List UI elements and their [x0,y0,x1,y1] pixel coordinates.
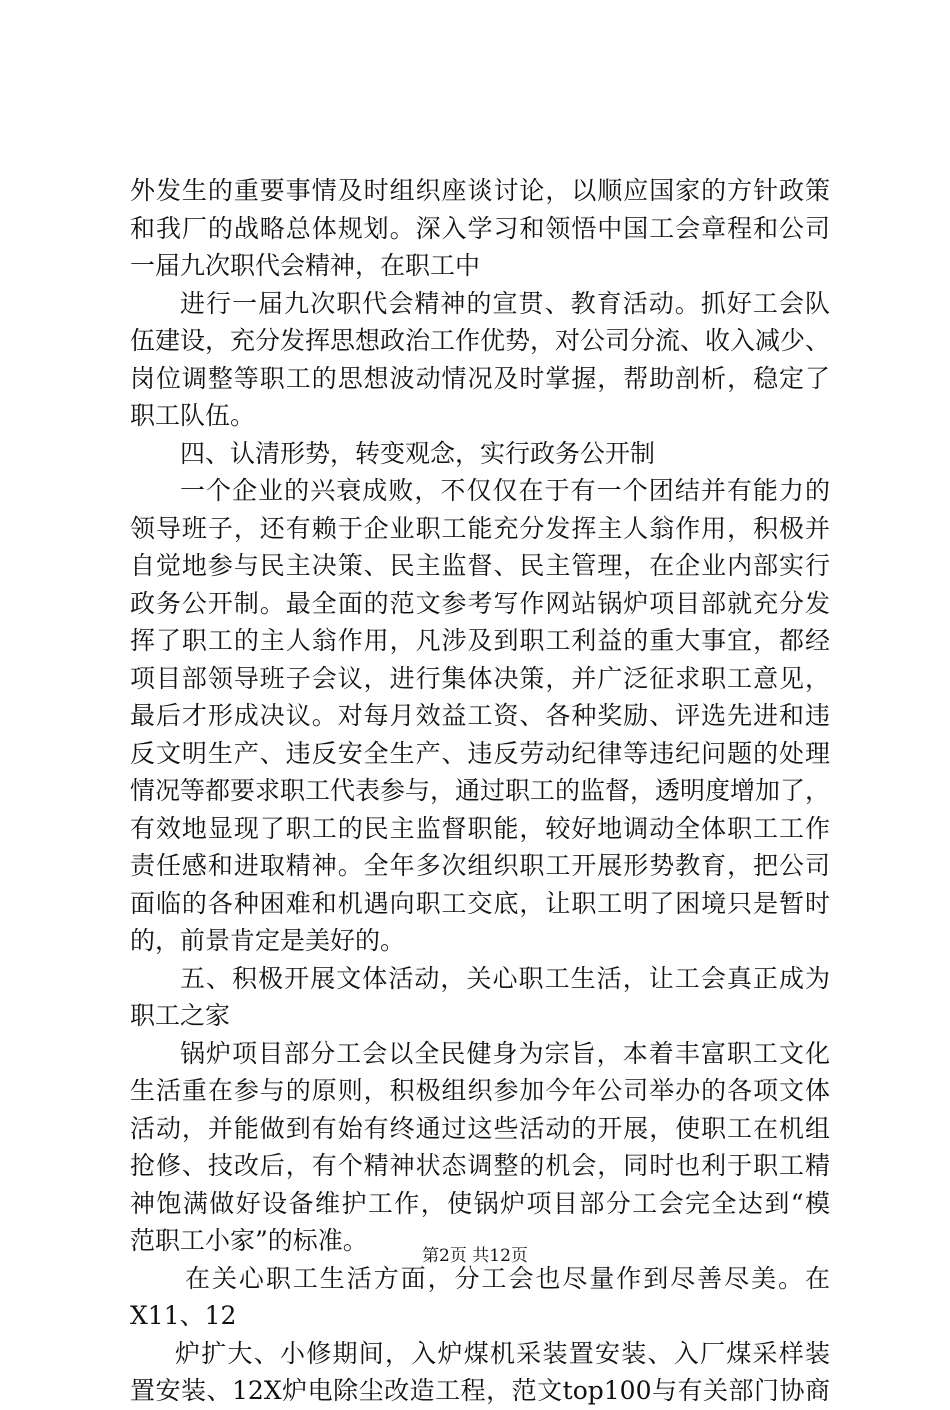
text-line: 炉扩大、小修期间，入炉煤机采装置安装、入厂煤采样装 [175,1338,830,1368]
text-line: 政务公开制。最全面的范文参考写作网站锅炉项目部就充分发 [130,588,830,618]
text-line: 领导班子，还有赖于企业职工能充分发挥主人翁作用，积极并 [130,513,830,543]
text-line: 抢修、技改后，有个精神状态调整的机会，同时也利于职工精 [130,1151,830,1180]
text-line: 置安装、12X炉电除尘改造工程，范文top100与有关部门协商 [130,1376,830,1405]
text-line: 挥了职工的主人翁作用，凡涉及到职工利益的重大事宜，都经 [130,626,830,655]
text-line: 职工队伍。 [130,401,256,430]
document-body [130,172,830,1410]
text-line: 的，前景肯定是美好的。 [130,926,406,955]
text-line: 有效地显现了职工的民主监督职能，较好地调动全体职工工作 [130,813,830,843]
text-line: 范职工小家”的标准。 [130,1226,368,1255]
section-heading: 四、认清形势，转变观念，实行政务公开制 [180,438,656,468]
text-line: 岗位调整等职工的思想波动情况及时掌握，帮助剖析，稳定了 [130,363,830,393]
section-heading-continued: 职工之家 [130,1001,231,1030]
text-line: 外发生的重要事情及时组织座谈讨论，以顺应国家的方针政策 [130,176,830,205]
text-line: 伍建设，充分发挥思想政治工作优势，对公司分流、收入减少、 [130,326,831,355]
text-line: 反文明生产、违反安全生产、违反劳动纪律等违纪问题的处理 [130,738,830,768]
text-line: 最后才形成决议。对每月效益工资、各种奖励、评选先进和违 [130,701,830,730]
text-line: X11、12 [130,1301,237,1330]
text-line: 锅炉项目部分工会以全民健身为宗旨，本着丰富职工文化 [180,1038,830,1068]
text-line: 面临的各种困难和机遇向职工交底，让职工明了困境只是暂时 [130,888,830,918]
page-footer [0,1244,950,1268]
text-line: 神饱满做好设备维护工作，使锅炉项目部分工会完全达到“模 [130,1188,830,1218]
text-line: 生活重在参与的原则，积极组织参加今年公司举办的各项文体 [130,1076,830,1105]
text-line: 情况等都要求职工代表参与，通过职工的监督，透明度增加了， [130,776,831,805]
text-line: 一个企业的兴衰成败，不仅仅在于有一个团结并有能力的 [180,476,830,505]
text-line: 进行一届九次职代会精神的宣贯、教育活动。抓好工会队 [180,288,830,318]
text-line: 和我厂的战略总体规划。深入学习和领悟中国工会章程和公司 [130,213,830,243]
text-line: 一届九次职代会精神，在职工中 [130,251,481,280]
text-line: 自觉地参与民主决策、民主监督、民主管理，在企业内部实行 [130,551,830,580]
text-line: 责任感和进取精神。全年多次组织职工开展形势教育，把公司 [130,851,830,880]
text-line: 项目部领导班子会议，进行集体决策，并广泛征求职工意见， [130,663,830,693]
text-line: 活动，并能做到有始有终通过这些活动的开展，使职工在机组 [130,1113,830,1143]
section-heading: 五、积极开展文体活动，关心职工生活，让工会真正成为 [180,963,830,993]
text-line: 在关心职工生活方面，分工会也尽量作到尽善尽美。在 [185,1263,830,1293]
page-number: 第2页 共12页 [422,1246,528,1266]
